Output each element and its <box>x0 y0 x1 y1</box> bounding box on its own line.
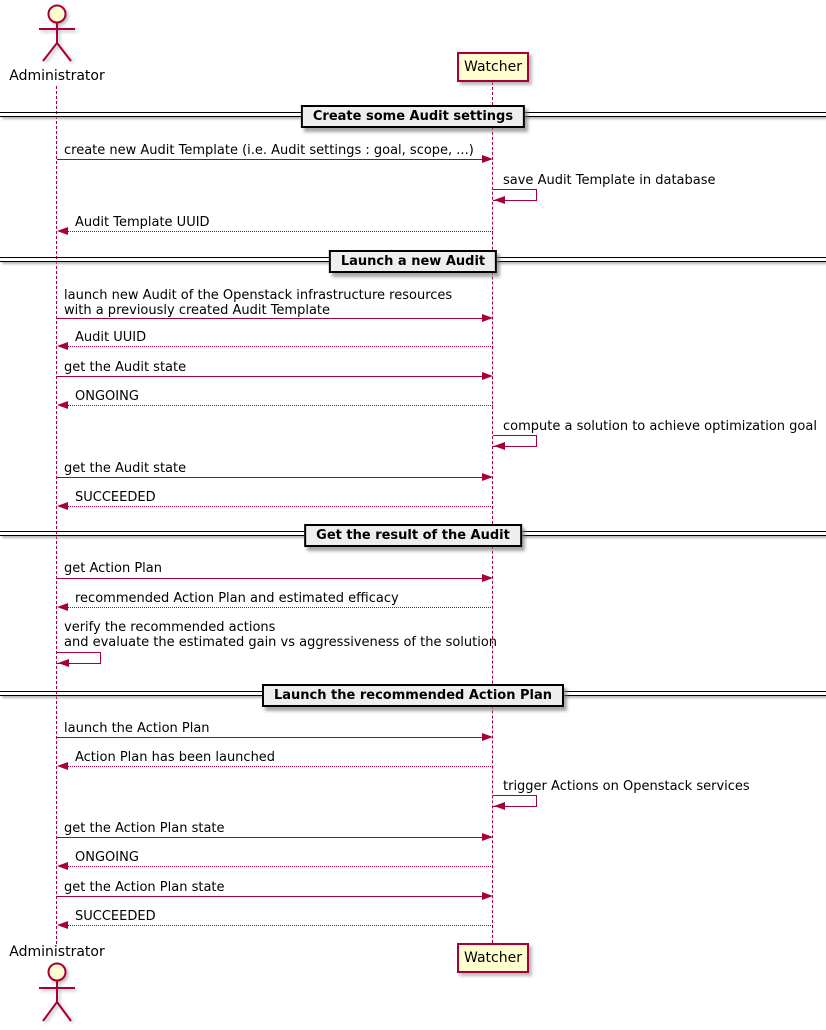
message-label: and evaluate the estimated gain vs aggressiveness of the solution <box>64 635 498 650</box>
divider-title: Get the result of the Audit <box>304 524 522 547</box>
divider-title: Create some Audit settings <box>301 105 525 128</box>
message-label: create new Audit Template (i.e. Audit settings : goal, scope, ...) <box>64 143 474 158</box>
arrowhead-left-icon <box>57 762 68 770</box>
arrowhead-left-icon <box>494 196 505 204</box>
actor-leg-right <box>57 1002 71 1021</box>
arrowhead-left-icon <box>57 603 68 611</box>
message-line <box>68 607 493 608</box>
actor-head <box>49 964 66 981</box>
message-label: with a previously created Audit Template <box>64 303 331 318</box>
message-line <box>57 318 483 319</box>
message-line <box>57 578 483 579</box>
message-line <box>68 866 493 867</box>
divider-launch-new-audit <box>0 250 826 273</box>
actor-leg-right <box>57 43 71 61</box>
administrator-actor-icon-bottom <box>32 960 82 1026</box>
message-label: Action Plan has been launched <box>75 750 276 765</box>
message-label: ONGOING <box>75 389 139 404</box>
watcher-lifeline <box>492 82 493 943</box>
message-label: get Action Plan <box>64 561 162 576</box>
administrator-label-top: Administrator <box>9 68 105 84</box>
message-label: get the Audit state <box>64 461 187 476</box>
arrowhead-right-icon <box>482 314 493 322</box>
message-line <box>68 346 493 347</box>
arrowhead-left-icon <box>57 502 68 510</box>
arrowhead-right-icon <box>482 372 493 380</box>
watcher-participant-bottom <box>457 943 529 973</box>
watcher-label-top: Watcher <box>464 59 522 75</box>
arrowhead-right-icon <box>482 892 493 900</box>
divider-create-audit-settings <box>0 105 826 128</box>
message-label: launch the Action Plan <box>64 721 210 736</box>
message-line <box>57 837 483 838</box>
message-line <box>57 896 483 897</box>
message-label: ONGOING <box>75 850 139 865</box>
message-line <box>57 376 483 377</box>
watcher-label-bottom: Watcher <box>464 950 522 966</box>
message-label: compute a solution to achieve optimization goal <box>503 419 817 434</box>
arrowhead-right-icon <box>482 574 493 582</box>
arrowhead-right-icon <box>482 473 493 481</box>
message-label: SUCCEEDED <box>75 490 156 505</box>
arrowhead-left-icon <box>57 342 68 350</box>
actor-head <box>49 6 66 23</box>
message-label: SUCCEEDED <box>75 909 156 924</box>
message-label: save Audit Template in database <box>503 173 716 188</box>
message-line <box>68 925 493 926</box>
message-line <box>57 737 483 738</box>
actor-leg-left <box>43 43 57 61</box>
divider-title: Launch the recommended Action Plan <box>262 684 564 707</box>
message-label: get the Action Plan state <box>64 880 225 895</box>
divider-get-result-of-audit <box>0 524 826 547</box>
message-label: trigger Actions on Openstack services <box>503 779 750 794</box>
divider-title: Launch a new Audit <box>329 250 497 273</box>
administrator-label-bottom: Administrator <box>9 944 105 960</box>
message-line <box>68 506 493 507</box>
message-label: recommended Action Plan and estimated efficacy <box>75 591 399 606</box>
message-line <box>68 231 493 232</box>
message-label: get the Audit state <box>64 360 187 375</box>
arrowhead-right-icon <box>482 833 493 841</box>
administrator-lifeline <box>56 86 57 944</box>
message-label: get the Action Plan state <box>64 821 225 836</box>
arrowhead-right-icon <box>482 733 493 741</box>
message-line <box>57 159 483 160</box>
arrowhead-left-icon <box>494 802 505 810</box>
arrowhead-left-icon <box>57 862 68 870</box>
message-label: Audit Template UUID <box>75 215 210 230</box>
message-label: verify the recommended actions <box>64 620 276 635</box>
message-label: Audit UUID <box>75 330 147 345</box>
watcher-participant-top <box>457 52 529 82</box>
message-line <box>68 405 493 406</box>
message-line <box>68 766 493 767</box>
actor-leg-left <box>43 1002 57 1021</box>
arrowhead-left-icon <box>58 659 69 667</box>
administrator-actor-icon-top <box>32 3 82 65</box>
arrowhead-right-icon <box>482 155 493 163</box>
message-label: launch new Audit of the Openstack infrastructure resources <box>64 288 453 303</box>
divider-launch-recommended-action-plan <box>0 684 826 707</box>
arrowhead-left-icon <box>494 442 505 450</box>
arrowhead-left-icon <box>57 401 68 409</box>
message-line <box>57 477 483 478</box>
arrowhead-left-icon <box>57 227 68 235</box>
arrowhead-left-icon <box>57 921 68 929</box>
